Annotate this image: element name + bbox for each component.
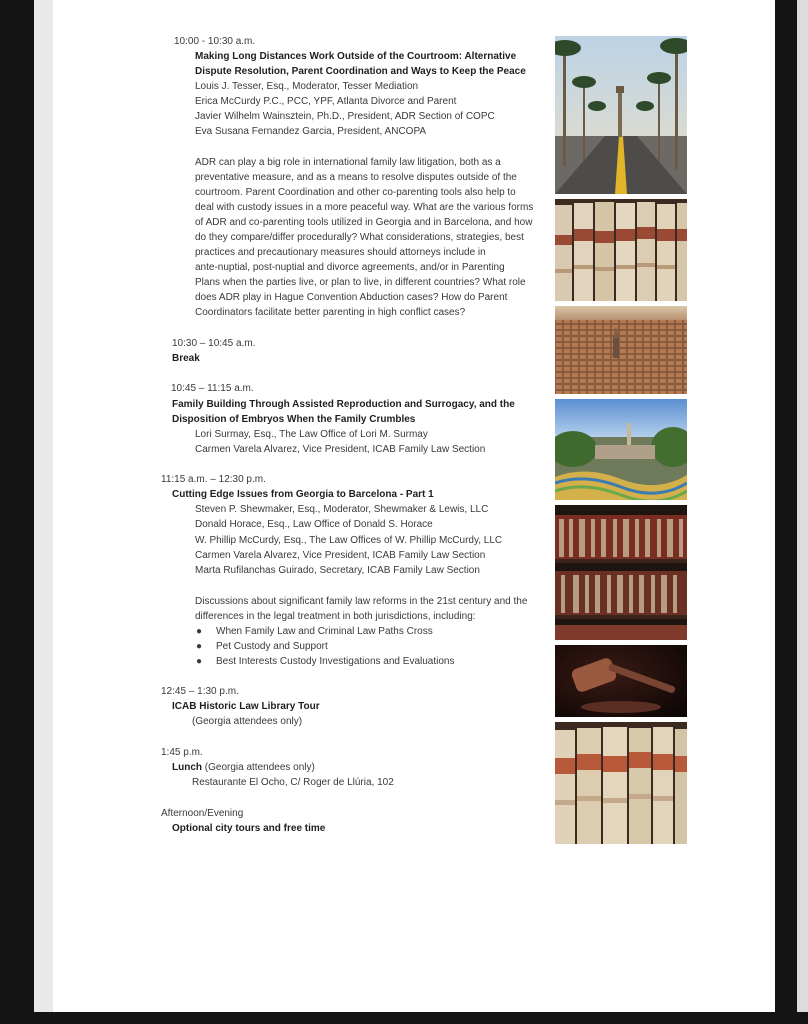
description-line: Plans when the parties live, or plan to live, in different countries? What role <box>195 277 526 288</box>
left-frame-bar <box>0 0 34 1024</box>
speaker: Steven P. Shewmaker, Esq., Moderator, Shewmaker & Lewis, LLC <box>195 504 489 515</box>
bullet-item <box>196 639 328 654</box>
speaker: Javier Wilhelm Wainsztein, Ph.D., President, ADR Section of COPC <box>195 111 495 122</box>
session-6-note: Restaurante El Ocho, C/ Roger de Llúria, 102 <box>192 777 394 788</box>
session-2-time: 10:30 – 10:45 a.m. <box>172 338 256 349</box>
description-line: do they compare/differ procedurally? What considerations, strategies, best <box>195 232 524 243</box>
photo-law-books <box>555 199 687 301</box>
session-3-title-line-2: Disposition of Embryos When the Family Crumbles <box>172 414 416 425</box>
bullet-dot: ● <box>196 626 203 637</box>
photo-palm-avenue <box>555 36 687 194</box>
bullet-item <box>196 654 455 669</box>
session-3-time: 10:45 – 11:15 a.m. <box>171 383 254 394</box>
speaker: Lori Surmay, Esq., The Law Office of Lori M. Surmay <box>195 429 428 440</box>
session-4-title: Cutting Edge Issues from Georgia to Barcelona - Part 1 <box>172 489 434 500</box>
session-5-title: ICAB Historic Law Library Tour <box>172 701 320 712</box>
session-3-title-line-1: Family Building Through Assisted Reproduction and Surrogacy, and the <box>172 399 515 410</box>
description-line: practices and precautionary measures should attorneys include in <box>195 247 486 258</box>
session-5-note: (Georgia attendees only) <box>192 716 303 727</box>
session-1-title-line-2: Dispute Resolution, Parent Coordination and Ways to Keep the Peace <box>195 66 526 77</box>
document-page <box>53 0 775 1012</box>
description-line: ADR can play a big role in international family law litigation, both as a <box>195 157 501 168</box>
bullet-dot: ● <box>196 656 203 667</box>
session-2-title: Break <box>172 353 200 364</box>
schedule-content <box>53 0 775 1012</box>
speaker: Carmen Varela Alvarez, Vice President, ICAB Family Law Section <box>195 550 486 561</box>
session-6-title-suffix: (Georgia attendees only) <box>202 762 315 773</box>
photo-gavel <box>555 645 687 717</box>
bottom-frame-bar <box>0 1012 808 1024</box>
speaker: W. Phillip McCurdy, Esq., The Law Offices of W. Phillip McCurdy, LLC <box>195 535 503 546</box>
speaker: Louis J. Tesser, Esq., Moderator, Tesser Mediation <box>195 81 419 92</box>
right-frame-bar <box>775 0 797 1024</box>
bullet-item <box>196 624 433 639</box>
speaker: Marta Rufilanchas Guirado, Secretary, ICAB Family Law Section <box>195 565 480 576</box>
description-line: preventative measure, and as a means to resolve disputes outside of the <box>195 172 517 183</box>
session-7-title: Optional city tours and free time <box>172 823 326 834</box>
session-7-time: Afternoon/Evening <box>161 808 244 819</box>
description-line: does ADR play in Hague Convention Abduction cases? How do Parent <box>195 292 508 303</box>
speaker: Erica McCurdy P.C., PCC, YPF, Atlanta Divorce and Parent <box>195 96 457 107</box>
photo-barcelona-aerial <box>555 306 687 394</box>
speaker: Carmen Varela Alvarez, Vice President, ICAB Family Law Section <box>195 444 486 455</box>
speaker: Donald Horace, Esq., Law Office of Donald S. Horace <box>195 519 433 530</box>
description-line: courtroom. Parent Coordination and other co-parenting tools also help to <box>195 187 516 198</box>
description-line: Coordinators facilitate better parenting in high conflict cases? <box>195 307 466 318</box>
description-line: Discussions about significant family law reforms in the 21st century and the <box>195 596 528 607</box>
session-4-time: 11:15 a.m. – 12:30 p.m. <box>161 474 266 485</box>
bullet-dot: ● <box>196 641 203 652</box>
session-1-time: 10:00 - 10:30 a.m. <box>174 36 256 47</box>
description-line: ante-nuptial, post-nuptial and divorce agreements, and/or in Parenting <box>195 262 505 273</box>
right-edge-strip <box>797 0 808 1012</box>
session-5-time: 12:45 – 1:30 p.m. <box>161 686 239 697</box>
bullet-text: When Family Law and Criminal Law Paths Cross <box>216 626 433 637</box>
photo-park-guell <box>555 399 687 500</box>
bullet-text: Best Interests Custody Investigations and Evaluations <box>216 656 455 667</box>
photo-law-books-2 <box>555 722 687 844</box>
description-line: differences in the legal treatment in both jurisdictions, including: <box>195 611 476 622</box>
photo-library-shelves <box>555 505 687 640</box>
session-1-title-line-1: Making Long Distances Work Outside of the Courtroom: Alternative <box>195 51 517 62</box>
description-line: deal with custody issues in a more peaceful way. What are the various forms <box>195 202 534 213</box>
session-6-title: Lunch <box>172 762 202 773</box>
description-line: of ADR and co-parenting tools utilized in Georgia and in Barcelona, and how <box>195 217 533 228</box>
session-6-title-row <box>172 760 315 775</box>
session-6-time: 1:45 p.m. <box>161 747 203 758</box>
speaker: Eva Susana Fernandez Garcia, President, ANCOPA <box>195 126 427 137</box>
bullet-text: Pet Custody and Support <box>216 641 328 652</box>
